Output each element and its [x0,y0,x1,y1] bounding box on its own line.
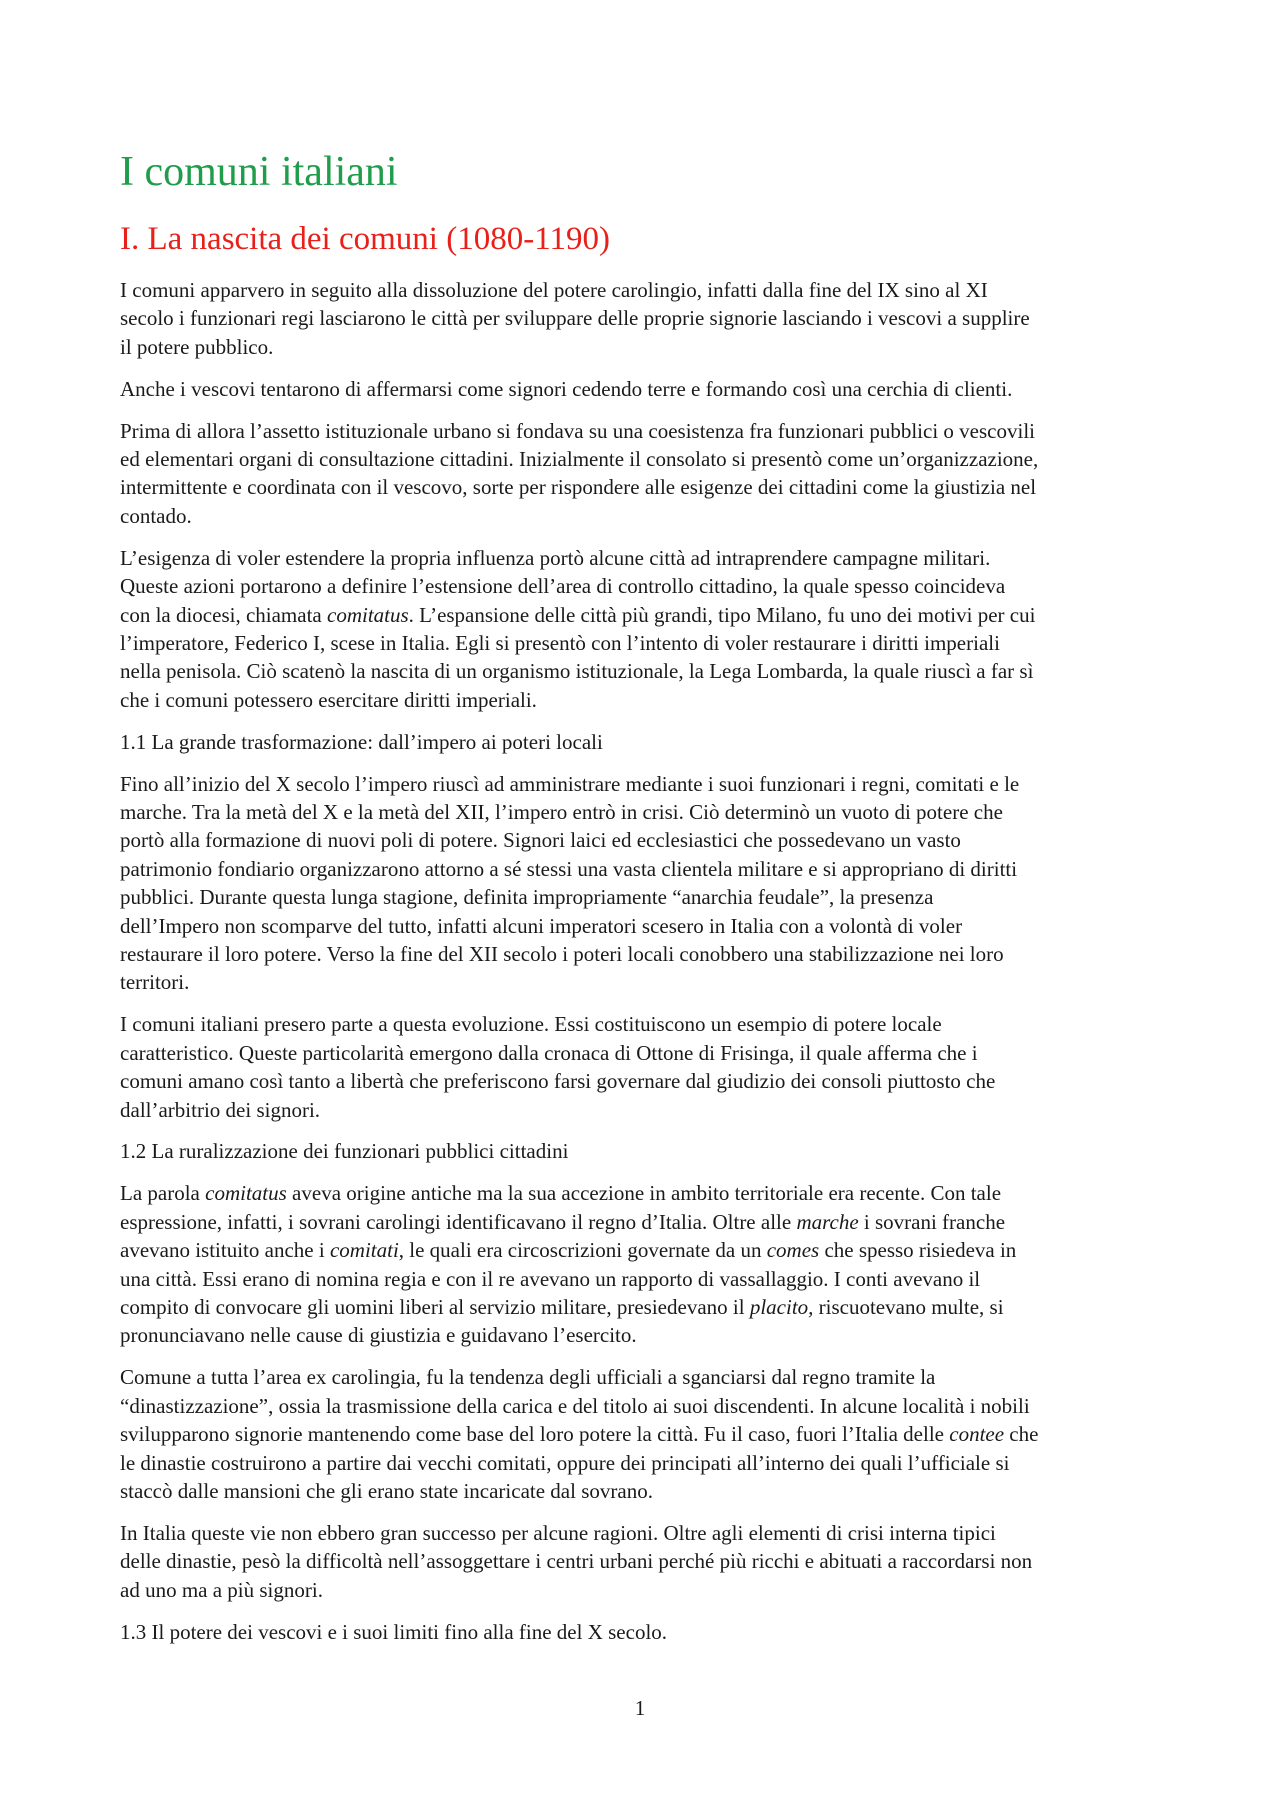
text-line: dall’arbitrio dei signori. [120,1097,321,1122]
text-line: staccò dalle mansioni che gli erano state incaricate dal sovrano. [120,1478,653,1503]
paragraph [120,1363,1160,1505]
text-fragment: compito di convocare gli uomini liberi al servizio militare, presiedevano il [120,1295,750,1319]
text-line: secolo i funzionari regi lasciarono le città per sviluppare delle proprie signorie lasciando i vescovi a supplire [120,306,1030,331]
subheading-1-1: 1.1 La grande trasformazione: dall’impero ai poteri locali [120,729,603,754]
paragraph [120,276,1160,361]
text-line: pubblici. Durante questa lunga stagione, definita impropriamente “anarchia feudale”, la presenza [120,885,934,910]
text-fragment: avevano istituito anche i [120,1238,330,1263]
text-fragment: . L’espansione delle città più grandi, tipo Milano, fu uno dei motivi per cui [408,602,1036,627]
subheading-1-3: 1.3 Il potere dei vescovi e i suoi limiti fino alla fine del X secolo. [120,1619,668,1644]
paragraph [120,375,1160,403]
italic-term: contee [949,1422,1005,1447]
text-line: Anche i vescovi tentarono di affermarsi come signori cedendo terre e formando così una cerchia di clienti. [120,376,1013,401]
text-line: Queste azioni portarono a definire l’estensione dell’area di controllo cittadino, la quale spesso coincideva [120,574,1006,599]
text-line: territori. [120,970,190,995]
text-line: l’imperatore, Federico I, scese in Italia. Egli si presentò con l’intento di voler restaurare i diritti imperiali [120,630,1000,655]
paragraph [120,1519,1160,1604]
document-title: I comuni italiani [120,149,398,195]
italic-term: comes [766,1238,820,1263]
text-line: I comuni apparvero in seguito alla dissoluzione del potere carolingio, infatti dalla fine del IX sino al XI [120,278,988,302]
text-line: caratteristico. Queste particolarità emergono dalla cronaca di Ottone di Frisinga, il quale afferma che i [120,1040,978,1065]
text-line: I comuni italiani presero parte a questa evoluzione. Essi costituiscono un esempio di potere locale [120,1012,942,1037]
text-line: ad uno ma a più signori. [120,1577,323,1602]
text-line: patrimonio fondiario organizzarono attorno a sé stessi una vasta clientela militare e si appropriano di diritti [120,856,1018,881]
italic-term: marche [796,1209,859,1234]
text-line: contado. [120,503,192,528]
text-line: il potere pubblico. [120,334,274,359]
paragraph [120,770,1160,997]
text-line: ed elementari organi di consultazione cittadini. Inizialmente il consolato si presentò come un’organizzazione, [120,447,1039,472]
italic-term: comitatus [327,602,409,627]
paragraph [120,544,1160,714]
italic-term: placito, [749,1295,814,1319]
text-line: In Italia queste vie non ebbero gran successo per alcune ragioni. Oltre agli elementi di crisi interna tipici [120,1520,996,1545]
italic-term: comitati [329,1238,399,1263]
text-fragment: La parola [120,1181,206,1206]
text-line: “dinastizzazione”, ossia la trasmissione della carica e del titolo ai suoi discendenti. In alcune località i nobili [120,1393,1030,1418]
subheading-1-2: 1.2 La ruralizzazione dei funzionari pubblici cittadini [120,1139,569,1164]
text-line: Comune a tutta l’area ex carolingia, fu la tendenza degli ufficiali a sganciarsi dal regno tramite la [120,1365,936,1390]
paragraph [120,417,1160,531]
text-line: L’esigenza di voler estendere la propria influenza portò alcune città ad intraprendere campagne militari. [120,545,991,570]
text-line: delle dinastie, pesò la difficoltà nell’assoggettare i centri urbani perché più ricchi e abituati a raccordarsi non [120,1549,1033,1574]
text-fragment: i sovrani franche [858,1209,1006,1234]
text-line: le dinastie costruirono a partire dai vecchi comitati, oppure dei principati all’interno dei quali l’ufficiale si [120,1450,1010,1475]
text-fragment: aveva origine antiche ma la sua accezione in ambito territoriale era recente. Con tale [286,1181,1002,1206]
text-fragment: espressione, infatti, i sovrani carolingi identificavano il regno d’Italia. Oltre alle [120,1209,797,1234]
text-fragment: che [1004,1422,1039,1447]
text-line: marche. Tra la metà del X e la metà del XII, l’impero entrò in crisi. Ciò determinò un vuoto di potere che [120,800,1003,824]
text-fragment: che spesso risiedeva in [819,1238,1017,1263]
text-fragment: riscuotevano multe, si [813,1295,1004,1319]
text-line: Prima di allora l’assetto istituzionale urbano si fondava su una coesistenza fra funzionari pubblici o vescovili [120,418,1035,443]
text-line: nella penisola. Ciò scatenò la nascita di un organismo istituzionale, la Lega Lombarda, la quale riuscì a far sì [120,659,1034,684]
text-fragment: con la diocesi, chiamata [120,602,327,627]
text-line: dell’Impero non scomparve del tutto, infatti alcuni imperatori scesero in Italia con a volontà di voler [120,913,963,938]
text-line: intermittente e coordinata con il vescovo, sorte per rispondere alle esigenze dei cittadini come la giustizia nel [120,475,1037,500]
text-line: portò alla formazione di nuovi poli di potere. Signori laici ed ecclesiastici che possedevano un vasto [120,828,961,853]
italic-term: comitatus [205,1181,287,1206]
text-line: restaurare il loro potere. Verso la fine del XII secolo i poteri locali conobbero una stabilizzazione nei loro [120,942,1004,967]
paragraph [120,1179,1160,1349]
text-fragment: , le quali era circoscrizioni governate da un [398,1238,767,1263]
text-line: comuni amano così tanto a libertà che preferiscono farsi governare dal giudizio dei consoli piuttosto che [120,1069,996,1094]
text-line: pronunciavano nelle cause di giustizia e guidavano l’esercito. [120,1323,637,1348]
section-title: I. La nascita dei comuni (1080-1190) [120,221,610,257]
text-fragment: svilupparono signorie mantenendo come base del loro potere la città. Fu il caso, fuori l’Italia delle [120,1422,950,1447]
text-line: una città. Essi erano di nomina regia e con il re avevano un rapporto di vassallaggio. I conti avevano il [120,1266,981,1291]
text-line: Fino all’inizio del X secolo l’impero riuscì ad amministrare mediante i suoi funzionari i regni, comitati e le [120,771,1020,796]
page-number: 1 [634,1696,646,1720]
document-body [120,276,1160,1659]
paragraph [120,1010,1160,1124]
text-line: che i comuni potessero esercitare diritti imperiali. [120,687,537,712]
